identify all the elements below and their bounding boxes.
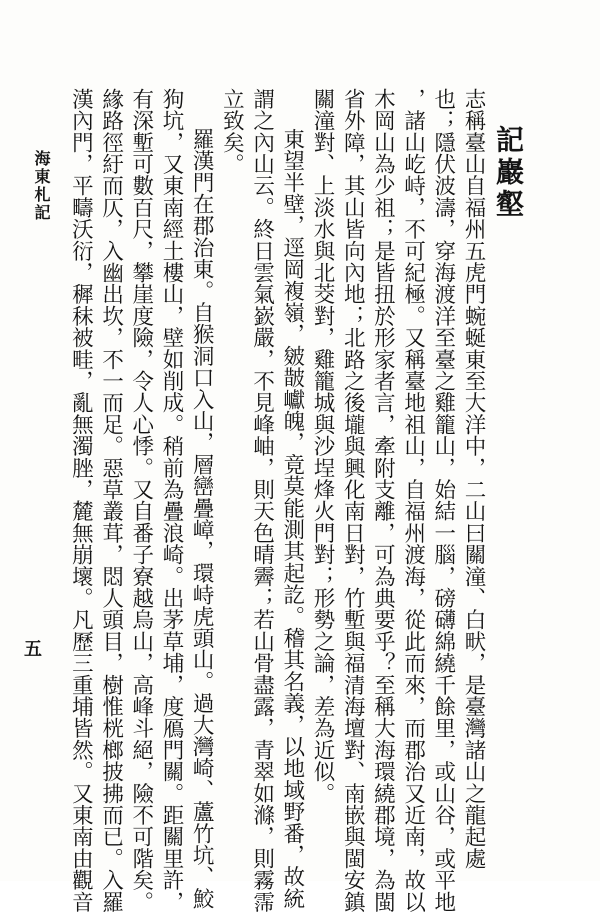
- text-column: 木岡山為少祖；是皆扭於形家者言，牽附支離，可為典要乎？至稱大海環繞郡境，為閩: [370, 88, 396, 913]
- text-column: 也；隱伏波濤，穿海渡洋至臺之雞籠山，始結一腦，磅礴綿繞千餘里，或山谷，或平地: [430, 88, 456, 913]
- text-column: ，諸山屹峙，不可紀極。又稱臺地祖山，自福州渡海，從此而來，而郡治又近南，故以: [400, 88, 426, 913]
- page-number: 五: [24, 639, 42, 660]
- text-column: 志稱臺山自福州五虎門蜿蜒東至大洋中，二山曰關潼、白畎，是臺灣諸山之龍起處: [461, 88, 486, 870]
- text-column: 有深塹可數百尺，攀崖度險，令人心悸。又自番子寮越烏山，高峰斗絕，險不可階矣。: [128, 88, 154, 913]
- running-head: 海東札記: [32, 150, 51, 222]
- text-column: 謂之內山云。終日雲氣嶔嚴，不見峰岫，則天色晴霽；若山骨盡露，青翠如滌，則霧霈: [249, 88, 275, 913]
- text-column: 緣路徑紆而仄，入幽出坎，不一而足。惡草叢茸，悶人頭目，樹惟桄榔披拂而已。入羅: [98, 88, 124, 913]
- text-column: 漢內門，平疇沃衍，穉秣被畦，亂無濁脞，麓無崩壞。凡歷三重埔皆然。又東南由觀音: [68, 88, 94, 913]
- text-column: 關潼對、上淡水與北茭對，雞籠城與沙埕烽火門對；形勢之論，差為近似。: [309, 88, 335, 805]
- text-column: 狗坑，又東南經土樓山，壁如削成。稍前為疊浪崎。出茅草埔，度鴈門關。距關里許，: [158, 88, 184, 913]
- text-column: 東望半壁，逕岡複嶺，皴皵巘魄，竟莫能測其起訖。稽其名義，以地域野番，故統: [279, 128, 305, 910]
- section-title: 記巖壑: [492, 125, 525, 221]
- text-column: 省外障，其山皆向內地；北路之後壠與興化南日對，竹塹與福清海壇對、南嵌與閩安鎮: [340, 88, 366, 913]
- text-column: 立致矣。: [219, 88, 245, 175]
- text-column: 羅漢門在郡治東。自猴洞口入山，層巒疊嶂，環峙虎頭山。過大灣崎、蘆竹坑、鮫: [189, 128, 215, 910]
- body-text: [65, 88, 488, 913]
